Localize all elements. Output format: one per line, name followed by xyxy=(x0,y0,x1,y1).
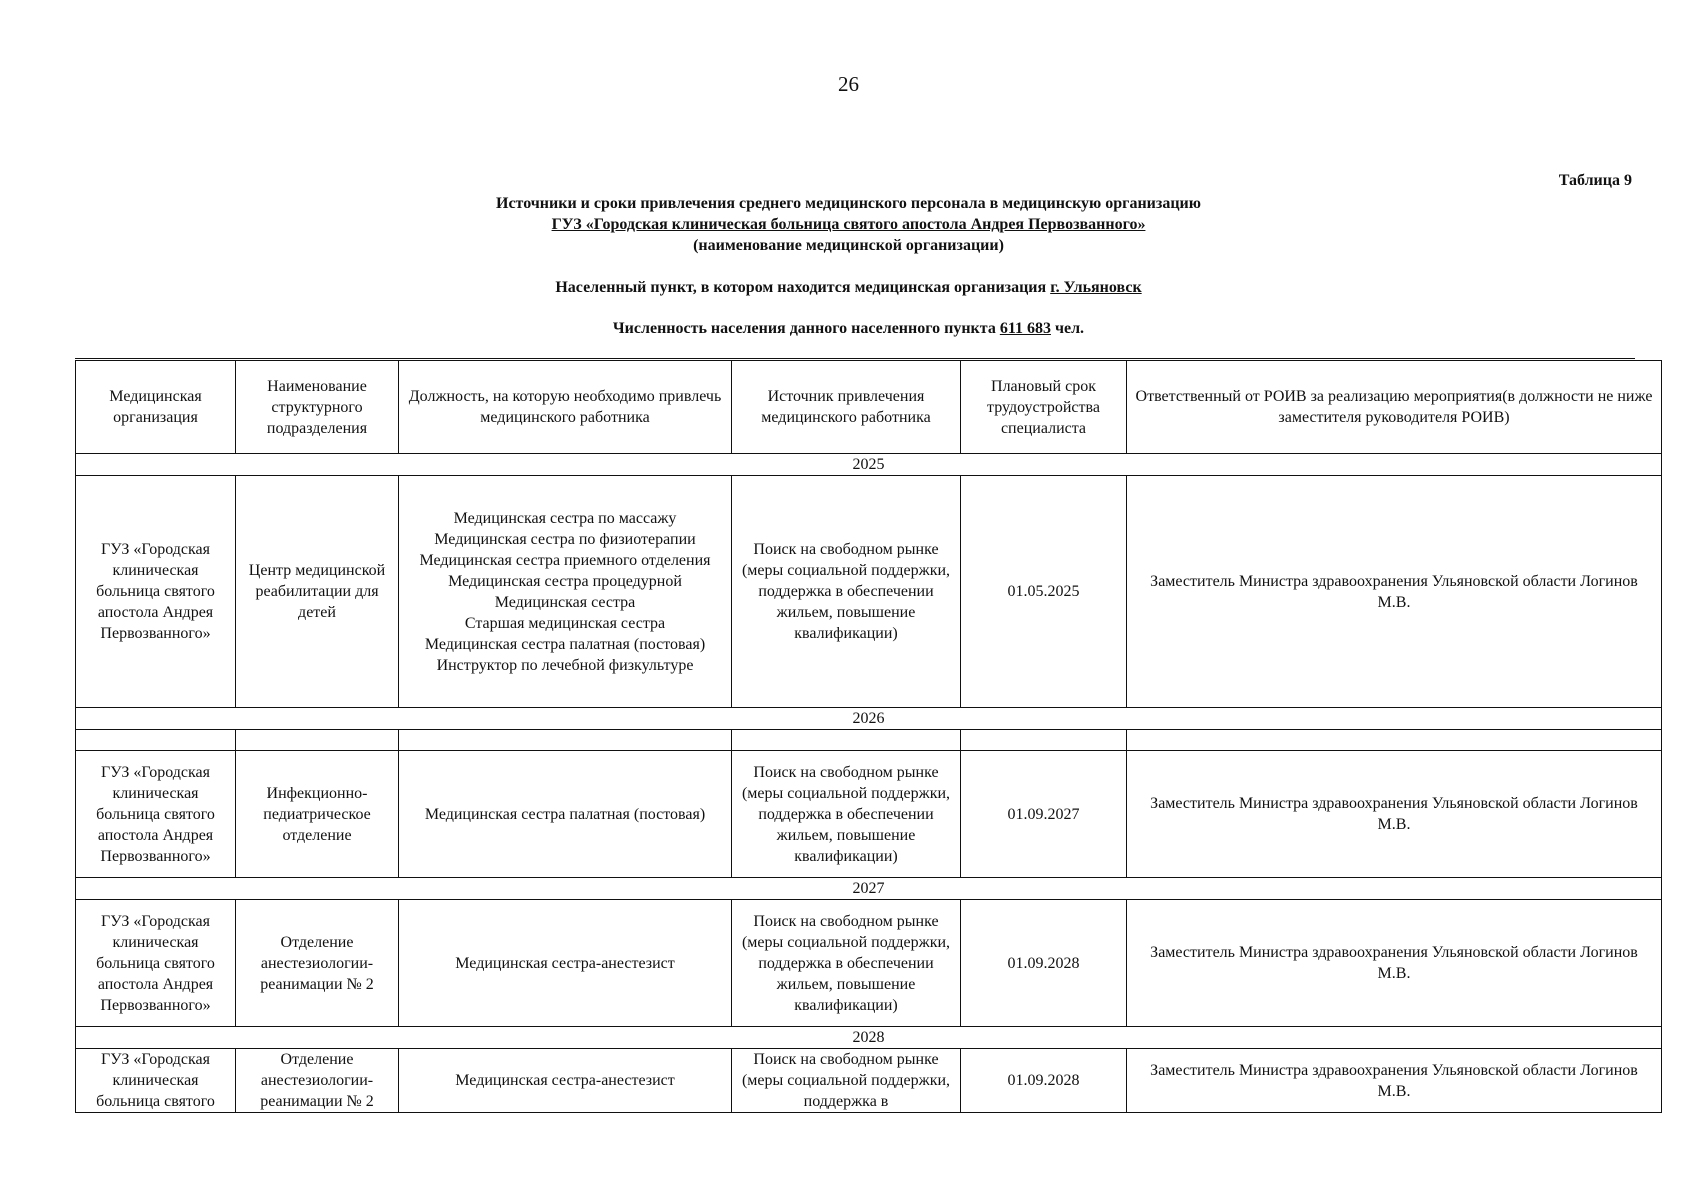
population-unit: чел. xyxy=(1054,320,1085,337)
locality-value: г. Ульяновск xyxy=(1050,279,1142,296)
position-item: Инструктор по лечебной физкультуре xyxy=(436,656,694,674)
locality-line xyxy=(0,277,1697,298)
source-cell: Поиск на свободном рынке (меры социальной поддержки, поддержка в обеспечении жильем, повышение квалификации) xyxy=(732,900,961,1027)
position-cell: Медицинская сестра-анестезист xyxy=(399,900,732,1027)
empty-cell xyxy=(236,730,399,751)
position-item: Старшая медицинская сестра xyxy=(464,614,666,632)
column-header: Ответственный от РОИВ за реализацию мероприятия(в должности не ниже заместителя руководителя РОИВ) xyxy=(1127,361,1662,454)
column-header: Плановый срок трудоустройства специалиста xyxy=(961,361,1127,454)
header-row xyxy=(76,361,1662,454)
table-row xyxy=(76,1049,1662,1113)
table-row xyxy=(76,476,1662,708)
date-cell: 01.05.2025 xyxy=(961,476,1127,708)
empty-cell xyxy=(961,730,1127,751)
empty-row xyxy=(76,730,1662,751)
unit-cell: Отделение анестезиологии-реанимации № 2 xyxy=(236,1049,399,1113)
org-caption: (наименование медицинской организации) xyxy=(693,237,1004,254)
org-cell: ГУЗ «Городская клиническая больница святого апостола Андрея Первозванного» xyxy=(76,751,236,878)
page-number: 26 xyxy=(838,72,859,96)
position-item: Медицинская сестра палатная (постовая) xyxy=(424,635,706,653)
year-label: 2027 xyxy=(76,878,1662,900)
position-cell: Медицинская сестра палатная (постовая) xyxy=(399,751,732,878)
position-item: Медицинская сестра xyxy=(494,593,636,611)
year-label: 2025 xyxy=(76,454,1662,476)
year-row xyxy=(76,454,1662,476)
unit-cell: Отделение анестезиологии-реанимации № 2 xyxy=(236,900,399,1027)
position-item: Медицинская сестра по физиотерапии xyxy=(434,530,696,548)
responsible-cell: Заместитель Министра здравоохранения Ульяновской области Логинов М.В. xyxy=(1127,476,1662,708)
source-cell: Поиск на свободном рынке (меры социальной поддержки, поддержка в обеспечении жильем, повышение квалификации) xyxy=(732,751,961,878)
date-cell: 01.09.2028 xyxy=(961,900,1127,1027)
position-item: Медицинская сестра процедурной xyxy=(448,572,682,590)
position-item: Медицинская сестра по массажу xyxy=(453,509,677,527)
column-header: Источник привлечения медицинского работника xyxy=(732,361,961,454)
unit-cell: Центр медицинской реабилитации для детей xyxy=(236,476,399,708)
source-cell: Поиск на свободном рынке (меры социальной поддержки, поддержка в обеспечении жильем, повышение квалификации) xyxy=(732,476,961,708)
org-cell: ГУЗ «Городская клиническая больница святого апостола Андрея Первозванного» xyxy=(76,476,236,708)
column-header: Должность, на которую необходимо привлечь медицинского работника xyxy=(399,361,732,454)
year-row xyxy=(76,878,1662,900)
table-row xyxy=(76,751,1662,878)
population-value: 611 683 xyxy=(999,320,1051,337)
date-cell: 01.09.2027 xyxy=(961,751,1127,878)
year-label: 2026 xyxy=(76,708,1662,730)
table-row xyxy=(76,900,1662,1027)
org-name: ГУЗ «Городская клиническая больница святого апостола Андрея Первозванного» xyxy=(551,216,1146,233)
responsible-cell: Заместитель Министра здравоохранения Ульяновской области Логинов М.В. xyxy=(1127,1049,1662,1113)
staffing-table xyxy=(75,360,1662,1113)
column-header: Медицинская организация xyxy=(76,361,236,454)
empty-cell xyxy=(732,730,961,751)
empty-cell xyxy=(399,730,732,751)
unit-cell: Инфекционно-педиатрическое отделение xyxy=(236,751,399,878)
org-name-heading xyxy=(0,214,1697,235)
responsible-cell: Заместитель Министра здравоохранения Ульяновской области Логинов М.В. xyxy=(1127,900,1662,1027)
source-cell: Поиск на свободном рынке (меры социальной поддержки, поддержка в xyxy=(732,1049,961,1113)
year-label: 2028 xyxy=(76,1027,1662,1049)
population-line xyxy=(0,318,1697,339)
org-cell: ГУЗ «Городская клиническая больница святого xyxy=(76,1049,236,1113)
top-rule xyxy=(75,358,1635,359)
population-label: Численность населения данного населенного пункта xyxy=(612,320,996,337)
locality-label: Населенный пункт, в котором находится медицинская организация xyxy=(555,279,1047,296)
year-row xyxy=(76,1027,1662,1049)
positions-cell xyxy=(399,476,732,708)
responsible-cell: Заместитель Министра здравоохранения Ульяновской области Логинов М.В. xyxy=(1127,751,1662,878)
position-item: Медицинская сестра приемного отделения xyxy=(419,551,711,569)
column-header: Наименование структурного подразделения xyxy=(236,361,399,454)
document-title: Источники и сроки привлечения среднего медицинского персонала в медицинскую организацию xyxy=(496,195,1201,212)
org-cell: ГУЗ «Городская клиническая больница святого апостола Андрея Первозванного» xyxy=(76,900,236,1027)
date-cell: 01.09.2028 xyxy=(961,1049,1127,1113)
empty-cell xyxy=(76,730,236,751)
table-label: Таблица 9 xyxy=(1558,172,1632,189)
year-row xyxy=(76,708,1662,730)
position-cell: Медицинская сестра-анестезист xyxy=(399,1049,732,1113)
empty-cell xyxy=(1127,730,1662,751)
